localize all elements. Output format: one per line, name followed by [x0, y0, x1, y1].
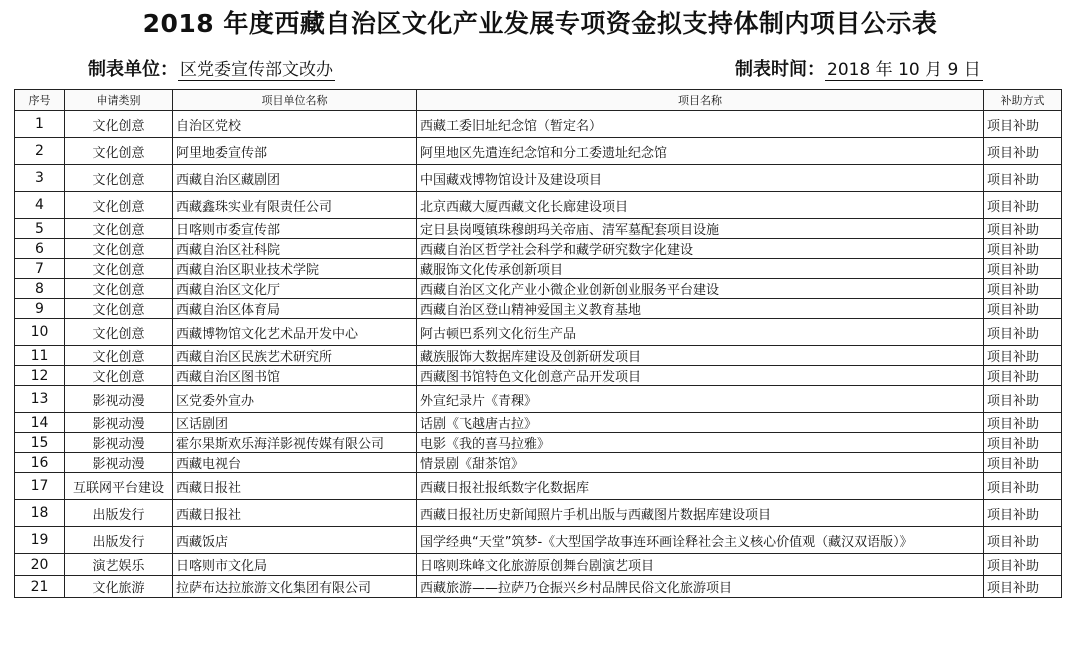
row-number: 9: [15, 299, 65, 319]
row-project: 中国藏戏博物馆设计及建设项目: [417, 165, 984, 192]
row-category: 影视动漫: [65, 433, 173, 453]
row-category: 文化创意: [65, 366, 173, 386]
row-unit: 拉萨布达拉旅游文化集团有限公司: [173, 576, 417, 598]
row-category: 文化创意: [65, 111, 173, 138]
row-method: 项目补助: [984, 576, 1062, 598]
row-number: 4: [15, 192, 65, 219]
row-category: 文化创意: [65, 259, 173, 279]
row-category: 互联网平台建设: [65, 473, 173, 500]
table-row: [15, 319, 1062, 346]
row-method: 项目补助: [984, 473, 1062, 500]
row-number: 16: [15, 453, 65, 473]
row-unit: 霍尔果斯欢乐海洋影视传媒有限公司: [173, 433, 417, 453]
row-number: 17: [15, 473, 65, 500]
table-row: [15, 299, 1062, 319]
row-number: 15: [15, 433, 65, 453]
row-unit: 西藏自治区社科院: [173, 239, 417, 259]
row-unit: 区党委外宣办: [173, 386, 417, 413]
row-project: 西藏自治区登山精神爱国主义教育基地: [417, 299, 984, 319]
row-project: 电影《我的喜马拉雅》: [417, 433, 984, 453]
table-row: [15, 192, 1062, 219]
row-category: 文化创意: [65, 192, 173, 219]
row-number: 1: [15, 111, 65, 138]
row-category: 影视动漫: [65, 413, 173, 433]
row-project: 西藏工委旧址纪念馆（暂定名）: [417, 111, 984, 138]
project-table: [14, 89, 1062, 598]
prepared-date-value: 2018 年 10 月 9 日: [827, 60, 981, 80]
row-number: 11: [15, 346, 65, 366]
row-category: 影视动漫: [65, 386, 173, 413]
table-row: [15, 346, 1062, 366]
row-unit: 西藏自治区职业技术学院: [173, 259, 417, 279]
row-unit: 日喀则市委宣传部: [173, 219, 417, 239]
row-project: 阿里地区先遣连纪念馆和分工委遗址纪念馆: [417, 138, 984, 165]
row-unit: 西藏自治区文化厅: [173, 279, 417, 299]
row-number: 20: [15, 554, 65, 576]
row-unit: 西藏鑫珠实业有限责任公司: [173, 192, 417, 219]
row-category: 演艺娱乐: [65, 554, 173, 576]
table-row: [15, 576, 1062, 598]
row-unit: 西藏日报社: [173, 473, 417, 500]
row-unit: 西藏电视台: [173, 453, 417, 473]
row-number: 13: [15, 386, 65, 413]
table-row: [15, 473, 1062, 500]
row-number: 7: [15, 259, 65, 279]
table-row: [15, 366, 1062, 386]
row-unit: 西藏自治区民族艺术研究所: [173, 346, 417, 366]
row-category: 文化创意: [65, 239, 173, 259]
row-category: 文化创意: [65, 219, 173, 239]
row-method: 项目补助: [984, 554, 1062, 576]
row-method: 项目补助: [984, 111, 1062, 138]
table-row: [15, 138, 1062, 165]
prepared-date-label: 制表时间：: [735, 59, 825, 80]
header-project: 项目名称: [417, 90, 984, 111]
row-method: 项目补助: [984, 346, 1062, 366]
row-category: 文化创意: [65, 138, 173, 165]
row-number: 6: [15, 239, 65, 259]
row-category: 文化旅游: [65, 576, 173, 598]
row-unit: 自治区党校: [173, 111, 417, 138]
table-row: [15, 239, 1062, 259]
row-category: 文化创意: [65, 299, 173, 319]
row-category: 出版发行: [65, 500, 173, 527]
row-category: 文化创意: [65, 165, 173, 192]
row-category: 文化创意: [65, 346, 173, 366]
prepared-by: [88, 58, 335, 82]
row-method: 项目补助: [984, 299, 1062, 319]
row-unit: 西藏自治区图书馆: [173, 366, 417, 386]
row-method: 项目补助: [984, 279, 1062, 299]
table-row: [15, 500, 1062, 527]
row-method: 项目补助: [984, 165, 1062, 192]
row-method: 项目补助: [984, 500, 1062, 527]
table-row: [15, 433, 1062, 453]
page-title: 2018 年度西藏自治区文化产业发展专项资金拟支持体制内项目公示表: [142, 9, 938, 38]
row-project: 西藏自治区哲学社会科学和藏学研究数字化建设: [417, 239, 984, 259]
row-project: 情景剧《甜茶馆》: [417, 453, 984, 473]
row-number: 10: [15, 319, 65, 346]
row-number: 12: [15, 366, 65, 386]
row-unit: 西藏自治区藏剧团: [173, 165, 417, 192]
row-project: 西藏日报社报纸数字化数据库: [417, 473, 984, 500]
row-unit: 区话剧团: [173, 413, 417, 433]
header-unit: 项目单位名称: [173, 90, 417, 111]
row-project: 日喀则珠峰文化旅游原创舞台剧演艺项目: [417, 554, 984, 576]
row-number: 18: [15, 500, 65, 527]
table-row: [15, 165, 1062, 192]
row-number: 21: [15, 576, 65, 598]
table-row: [15, 111, 1062, 138]
row-number: 3: [15, 165, 65, 192]
row-project: 藏族服饰大数据库建设及创新研发项目: [417, 346, 984, 366]
row-unit: 西藏日报社: [173, 500, 417, 527]
row-method: 项目补助: [984, 453, 1062, 473]
row-category: 文化创意: [65, 319, 173, 346]
header-category: 申请类别: [65, 90, 173, 111]
table-row: [15, 527, 1062, 554]
row-project: 北京西藏大厦西藏文化长廊建设项目: [417, 192, 984, 219]
table-row: [15, 386, 1062, 413]
row-unit: 西藏博物馆文化艺术品开发中心: [173, 319, 417, 346]
row-number: 5: [15, 219, 65, 239]
row-method: 项目补助: [984, 433, 1062, 453]
table-row: [15, 259, 1062, 279]
table-row: [15, 219, 1062, 239]
row-method: 项目补助: [984, 386, 1062, 413]
row-project: 藏服饰文化传承创新项目: [417, 259, 984, 279]
row-project: 西藏自治区文化产业小微企业创新创业服务平台建设: [417, 279, 984, 299]
row-project: 话剧《飞越唐古拉》: [417, 413, 984, 433]
row-method: 项目补助: [984, 259, 1062, 279]
table-row: [15, 554, 1062, 576]
row-method: 项目补助: [984, 527, 1062, 554]
row-category: 文化创意: [65, 279, 173, 299]
row-project: 定日县岗嘎镇珠穆朗玛关帝庙、清军墓配套项目设施: [417, 219, 984, 239]
table-row: [15, 453, 1062, 473]
row-method: 项目补助: [984, 239, 1062, 259]
row-method: 项目补助: [984, 219, 1062, 239]
row-number: 8: [15, 279, 65, 299]
row-unit: 日喀则市文化局: [173, 554, 417, 576]
row-project: 国学经典“天堂”筑梦-《大型国学故事连环画诠释社会主义核心价值观（藏汉双语版）》: [417, 527, 984, 554]
prepared-by-value: 区党委宣传部文改办: [180, 60, 333, 80]
table-row: [15, 413, 1062, 433]
row-method: 项目补助: [984, 366, 1062, 386]
table-body: [15, 111, 1062, 598]
row-method: 项目补助: [984, 138, 1062, 165]
header-no: 序号: [15, 90, 65, 111]
row-unit: 西藏饭店: [173, 527, 417, 554]
row-project: 西藏旅游——拉萨乃仓振兴乡村品牌民俗文化旅游项目: [417, 576, 984, 598]
header-method: 补助方式: [984, 90, 1062, 111]
row-method: 项目补助: [984, 319, 1062, 346]
row-category: 影视动漫: [65, 453, 173, 473]
row-project: 外宣纪录片《青稞》: [417, 386, 984, 413]
row-method: 项目补助: [984, 413, 1062, 433]
row-number: 2: [15, 138, 65, 165]
row-project: 西藏日报社历史新闻照片手机出版与西藏图片数据库建设项目: [417, 500, 984, 527]
row-number: 19: [15, 527, 65, 554]
row-unit: 西藏自治区体育局: [173, 299, 417, 319]
row-method: 项目补助: [984, 192, 1062, 219]
row-number: 14: [15, 413, 65, 433]
prepared-date: [735, 58, 983, 82]
row-project: 阿古顿巴系列文化衍生产品: [417, 319, 984, 346]
row-project: 西藏图书馆特色文化创意产品开发项目: [417, 366, 984, 386]
table-row: [15, 279, 1062, 299]
row-category: 出版发行: [65, 527, 173, 554]
table-header-row: [15, 90, 1062, 111]
prepared-by-label: 制表单位：: [88, 59, 178, 80]
row-unit: 阿里地委宣传部: [173, 138, 417, 165]
